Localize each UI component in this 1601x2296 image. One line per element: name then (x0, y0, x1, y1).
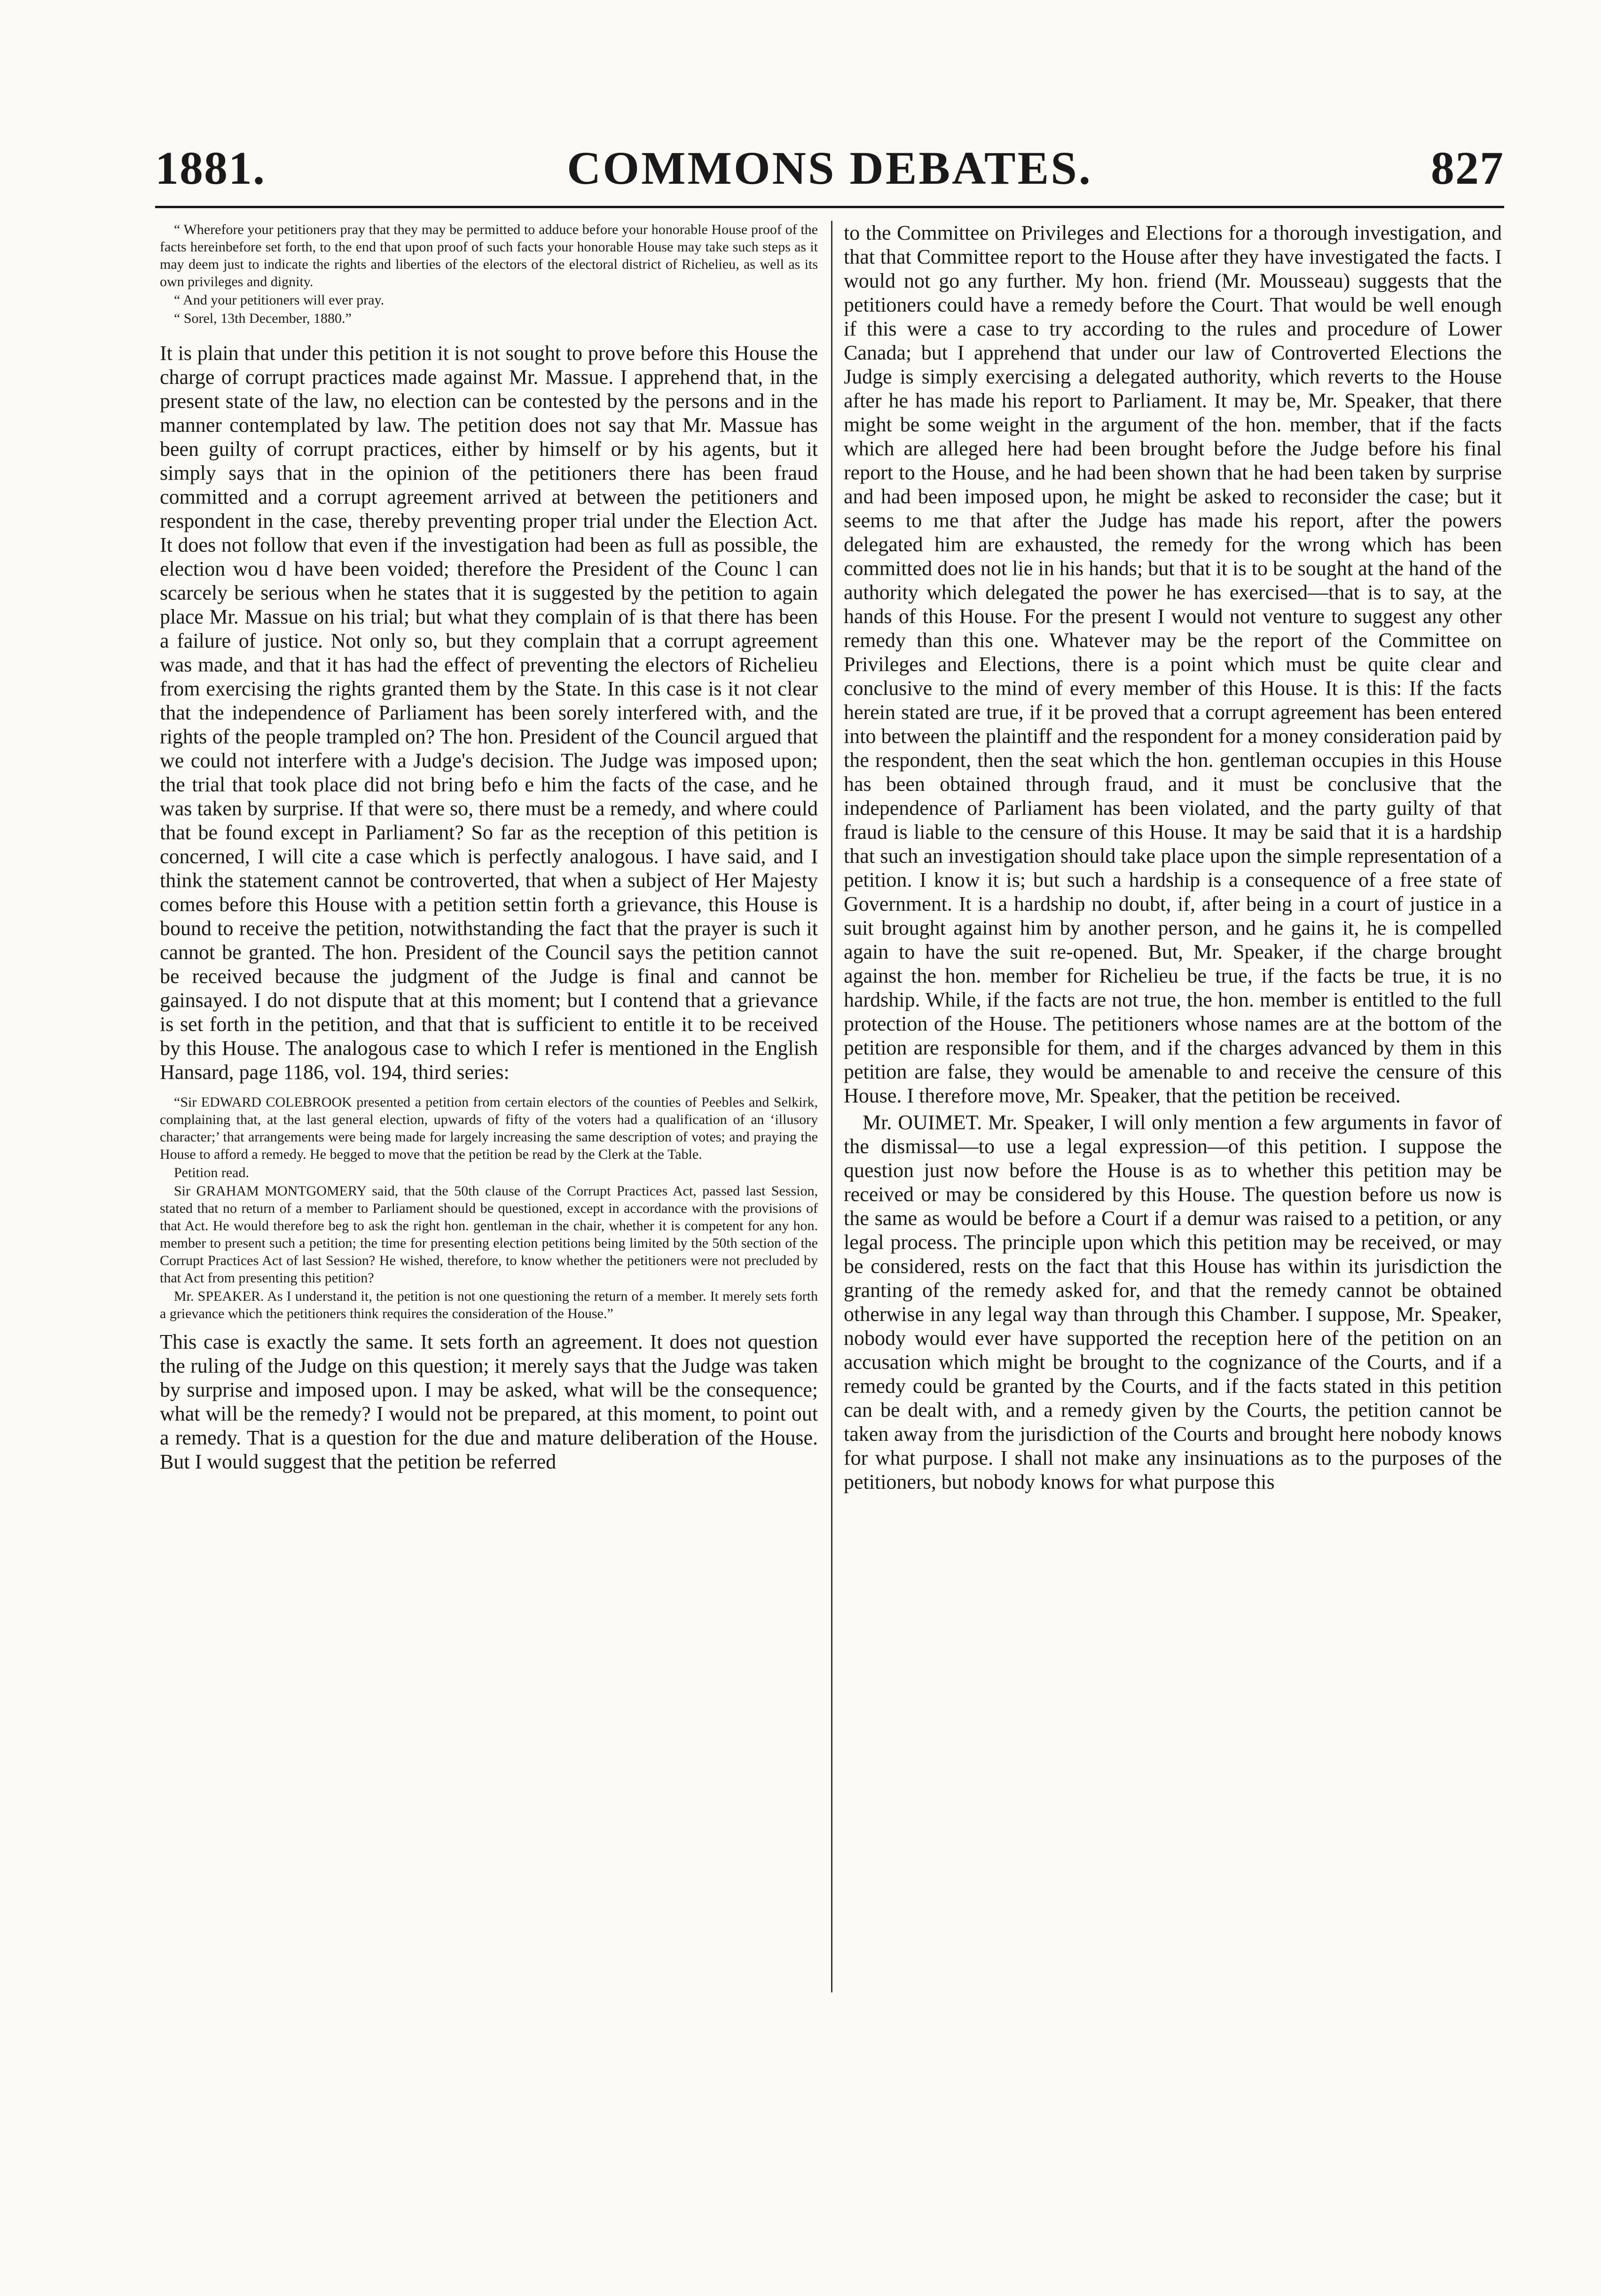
hansard-quote (160, 1093, 818, 1322)
left-body-2 (160, 1330, 818, 1474)
left-body (160, 341, 818, 1084)
page-header (155, 141, 1504, 202)
petition-quote-line: “ Wherefore your petitioners pray that they may be permitted to adduce before your honorable House proof of the facts hereinbefore set forth, to the end that upon proof of such facts your honorable House may take such steps as it may deem just to indicate the rights and liberties of the electors of the electoral district of Richelieu, as well as its own privileges and dignity. (160, 222, 818, 289)
header-rule (155, 206, 1504, 208)
hansard-quote-line: “Sir EDWARD COLEBROOK presented a petition from certain electors of the counties of Peebles and Selkirk, complaining that, at the last general election, upwards of fifty of the voters had a qualification of an ‘illusory character;’ that arrangements were being made for largely increasing the same description of votes; and praying the House to afford a remedy. He begged to move that the petition be read by the Clerk at the Table. (160, 1094, 818, 1162)
right-paragraph-2: Mr. OUIMET. Mr. Speaker, I will only mention a few arguments in favor of the dismissal—to use a legal expression—of this petition. I suppose the question just now before the House is as to whether this petition may be received or may be considered by this House. The question before us now is the same as would be before a Court if a demur was raised to a petition, or any legal process. The principle upon which this petition may be received, or may be considered, rests on the fact that this House has within its jurisdiction the granting of the remedy asked for, and that the remedy cannot be obtained otherwise in any legal way than through this Chamber. I suppose, Mr. Speaker, nobody would ever have supported the reception here of the petition on an accusation which might be brought to the cognizance of the Courts, and if a remedy could be granted by the Courts, and if the facts stated in this petition can be dealt with, and a remedy given by the Courts, the petition cannot be taken away from the jurisdiction of the Courts and brought here nobody knows for what purpose. I shall not make any insinuations as to the purposes of the petitioners, but nobody knows for what purpose this (844, 1111, 1502, 1493)
left-column (160, 221, 818, 1476)
column-divider (831, 221, 832, 1992)
right-column (844, 221, 1502, 1497)
petition-quote (160, 221, 818, 327)
petition-quote-line: “ And your petitioners will ever pray. (174, 292, 385, 308)
header-year: 1881. (155, 142, 266, 194)
right-paragraph-1: to the Committee on Privileges and Elections for a thorough investigation, and that that Committee report to the House after they have investigated the facts. I would not go any further. My hon. friend (Mr. Mousseau) suggests that the petitioners could have a remedy before the Court. That would be well enough if this were a case to try according to the rules and procedure of Lower Canada; but I apprehend that under our law of Controverted Elections the Judge is simply exercising a delegated authority, which reverts to the House after he has made his report to Parliament. It may be, Mr. Speaker, that there might be some weight in the argument of the hon. member, that if the facts which are alleged here had been brought before the Judge before his final report to the House, and he had been shown that he had been taken by surprise and had been imposed upon, he might be asked to reconsider the case; but it seems to me that after the Judge has made his report, after the powers delegated him are exhausted, the remedy for the wrong which has been committed does not lie in his hands; but that it is to be sought at the hand of the authority which delegated the power he has exercised—that is to say, at the hands of this House. For the present I would not venture to suggest any other remedy than this one. Whatever may be the report of the Committee on Privileges and Elections, there is a point which must be quite clear and conclusive to the mind of every member of this House. It is this: If the facts herein stated are true, if it be proved that a corrupt agreement has been entered into between the plaintiff and the respondent for a money consideration paid by the respondent, then the seat which the hon. gentleman occupies in this House has been obtained through fraud, and it must be conclusive that the independence of Parliament has been violated, and the party guilty of that fraud is liable to the censure of this House. It may be said that it is a hardship that such an investigation should take place upon the simple representation of a petition. I know it is; but such a hardship is a consequence of a free state of Government. It is a hardship no doubt, if, after being in a court of justice in a suit brought against him by another person, and he gains it, he is compelled again to have the suit re-opened. But, Mr. Speaker, if the charge brought against the hon. member for Richelieu be true, if the facts be true, it is no hardship. While, if the facts are not true, the hon. member is entitled to the full protection of the House. The petitioners whose names are at the bottom of the petition are responsible for them, and if the charges advanced by them in this petition are false, they would be amenable to and receive the censure of this House. I therefore move, Mr. Speaker, that the petition be received. (844, 221, 1502, 1107)
right-body (844, 221, 1502, 1494)
hansard-quote-line: Petition read. (174, 1165, 249, 1180)
header-title: COMMONS DEBATES. (567, 142, 1092, 194)
hansard-quote-line: Sir GRAHAM MONTGOMERY said, that the 50th clause of the Corrupt Practices Act, passed last Session, stated that no return of a member to Parliament should be questioned, except in accordance with the provisions of that Act. He would therefore beg to ask the right hon. gentleman in the chair, whether it is competent for any hon. member to present such a petition; the time for presenting election petitions being limited by the 50th section of the Corrupt Practices Act of last Session? He wished, therefore, to know whether the petitioners were not precluded by that Act from presenting this petition? (160, 1183, 818, 1286)
left-paragraph-2: This case is exactly the same. It sets forth an agreement. It does not question the ruling of the Judge on this question; it merely says that the Judge was taken by surprise and imposed upon. I may be asked, what will be the consequence; what will be the remedy? I would not be prepared, at this moment, to point out a remedy. That is a question for the due and mature deliberation of the House. But I would suggest that the petition be referred (160, 1330, 818, 1473)
left-paragraph-1: It is plain that under this petition it is not sought to prove before this House the charge of corrupt practices made against Mr. Massue. I apprehend that, in the present state of the law, no election can be contested by the persons and in the manner contemplated by law. The petition does not say that Mr. Massue has been guilty of corrupt practices, either by himself or by his agents, but it simply says that in the opinion of the petitioners there has been fraud committed and a corrupt agreement arrived at between the petitioners and respondent in the case, thereby preventing proper trial under the Election Act. It does not follow that even if the investigation had been as full as possible, the election wou d have been voided; therefore the President of the Counc l can scarcely be serious when he states that it is suggested by the petition to again place Mr. Massue on his trial; but what they complain of is that there has been a failure of justice. Not only so, but they complain that a corrupt agreement was made, and that it has had the effect of preventing the electors of Richelieu from exercising the rights granted them by the State. In this case is it not clear that the independence of Parliament has been sorely interfered with, and the rights of the people trampled on? The hon. President of the Council argued that we could not interfere with a Judge's decision. The Judge was imposed upon; the trial that took place did not bring befo e him the facts of the case, and he was taken by surprise. If that were so, there must be a remedy, and where could that be found except in Parliament? So far as the reception of this petition is concerned, I will cite a case which is perfectly analogous. I have said, and I think the statement cannot be controverted, that when a subject of Her Majesty comes before this House with a petition settin forth a grievance, this House is bound to receive the petition, notwithstanding the fact that the prayer is such it cannot be granted. The hon. President of the Council says the petition cannot be received because the judgment of the Judge is final and cannot be gainsayed. I do not dispute that at this moment; but I contend that a grievance is set forth in the petition, and that that is sufficient to entitle it to be received by this House. The analogous case to which I refer is mentioned in the English Hansard, page 1186, vol. 194, third series: (160, 342, 818, 1084)
petition-quote-line: “ Sorel, 13th December, 1880.” (174, 311, 352, 326)
header-page-number: 827 (1431, 142, 1504, 194)
hansard-quote-line: Mr. SPEAKER. As I understand it, the petition is not one questioning the return of a member. It merely sets forth a grievance which the petitioners think requires the consideration of the House.” (160, 1289, 818, 1321)
